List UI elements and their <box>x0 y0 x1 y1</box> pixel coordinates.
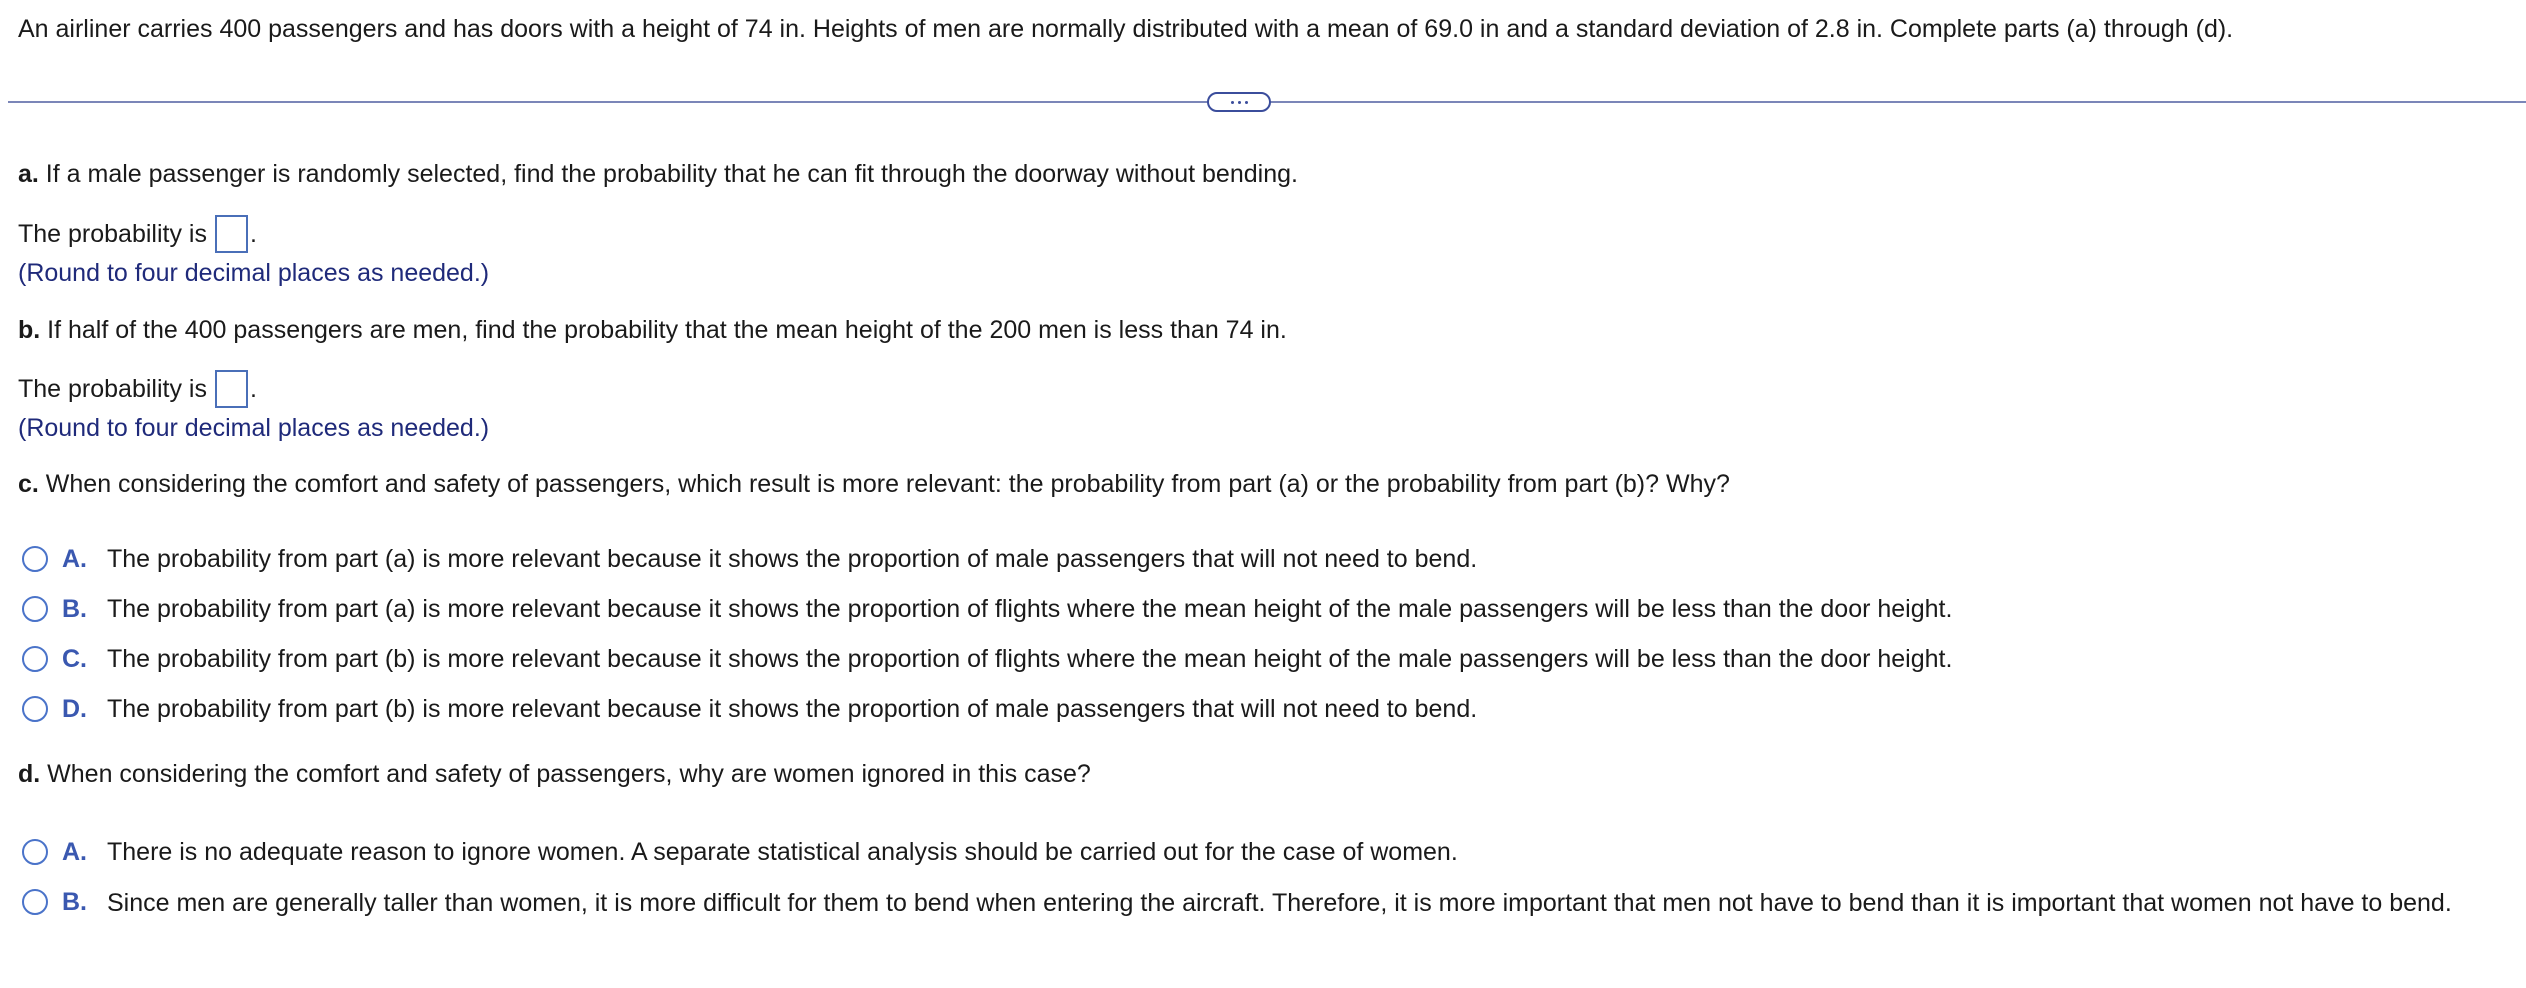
part-d-label: d. <box>18 760 41 788</box>
part-d-option-b[interactable] <box>22 886 2526 920</box>
option-letter: D. <box>62 695 87 723</box>
option-text: The probability from part (a) is more relevant because it shows the proportion of male passengers that will not need to bend. <box>107 545 1478 573</box>
option-letter: C. <box>62 645 87 673</box>
part-c-label: c. <box>18 470 39 498</box>
part-b-question-text: If half of the 400 passengers are men, find the probability that the mean height of the 200 men is less than 74 in. <box>40 316 1287 344</box>
expand-button[interactable] <box>1207 92 1271 112</box>
option-letter: B. <box>62 595 87 623</box>
radio-button[interactable] <box>22 889 48 915</box>
radio-button[interactable] <box>22 646 48 672</box>
part-b-answer-prefix: The probability is <box>18 375 207 403</box>
part-b-answer-line <box>18 370 257 408</box>
part-a-hint: (Round to four decimal places as needed.) <box>18 259 490 287</box>
part-c-option-b[interactable] <box>22 593 1952 625</box>
problem-stem: An airliner carries 400 passengers and has doors with a height of 74 in. Heights of men are normally distributed with a mean of 69.0 in and a standard deviation of 2.8 in. Complete parts (a) through (d). <box>18 15 2234 43</box>
option-letter: A. <box>62 838 87 866</box>
part-a-label: a. <box>18 160 39 188</box>
radio-button[interactable] <box>22 839 48 865</box>
option-letter: A. <box>62 545 87 573</box>
part-b-question <box>18 314 1287 346</box>
part-b-answer-suffix: . <box>249 375 257 403</box>
more-dots-icon <box>1231 101 1234 104</box>
part-a-answer-input[interactable] <box>215 215 248 253</box>
part-a-answer-line <box>18 215 257 253</box>
part-b-answer-input[interactable] <box>215 370 248 408</box>
part-c-option-c[interactable] <box>22 643 1952 675</box>
option-text: Since men are generally taller than women, it is more difficult for them to bend when entering the aircraft. Therefore, it is more important that men not have to bend than it is important that women not have to bend. <box>107 889 2452 917</box>
radio-button[interactable] <box>22 696 48 722</box>
part-c-option-a[interactable] <box>22 543 1477 575</box>
part-b-hint: (Round to four decimal places as needed.) <box>18 414 490 442</box>
part-c-question-text: When considering the comfort and safety of passengers, which result is more relevant: the probability from part (a) or the probability from part (b)? Why? <box>38 470 1730 498</box>
option-text: The probability from part (b) is more relevant because it shows the proportion of male passengers that will not need to bend. <box>107 695 1478 723</box>
part-a-answer-suffix: . <box>249 220 257 248</box>
part-c-option-d[interactable] <box>22 693 1477 725</box>
part-d-option-a[interactable] <box>22 836 1458 868</box>
radio-button[interactable] <box>22 596 48 622</box>
part-a-answer-prefix: The probability is <box>18 220 207 248</box>
part-d-question <box>18 758 1091 790</box>
option-text: There is no adequate reason to ignore women. A separate statistical analysis should be carried out for the case of women. <box>107 838 1458 866</box>
part-a-question <box>18 158 1298 190</box>
part-b-label: b. <box>18 316 41 344</box>
option-letter: B. <box>62 888 87 916</box>
part-a-question-text: If a male passenger is randomly selected, find the probability that he can fit through the doorway without bending. <box>38 160 1298 188</box>
radio-button[interactable] <box>22 546 48 572</box>
option-text: The probability from part (a) is more relevant because it shows the proportion of flights where the mean height of the male passengers will be less than the door height. <box>107 595 1953 623</box>
option-text: The probability from part (b) is more relevant because it shows the proportion of flights where the mean height of the male passengers will be less than the door height. <box>107 645 1953 673</box>
part-c-question <box>18 468 1730 500</box>
part-d-question-text: When considering the comfort and safety of passengers, why are women ignored in this case? <box>40 760 1091 788</box>
